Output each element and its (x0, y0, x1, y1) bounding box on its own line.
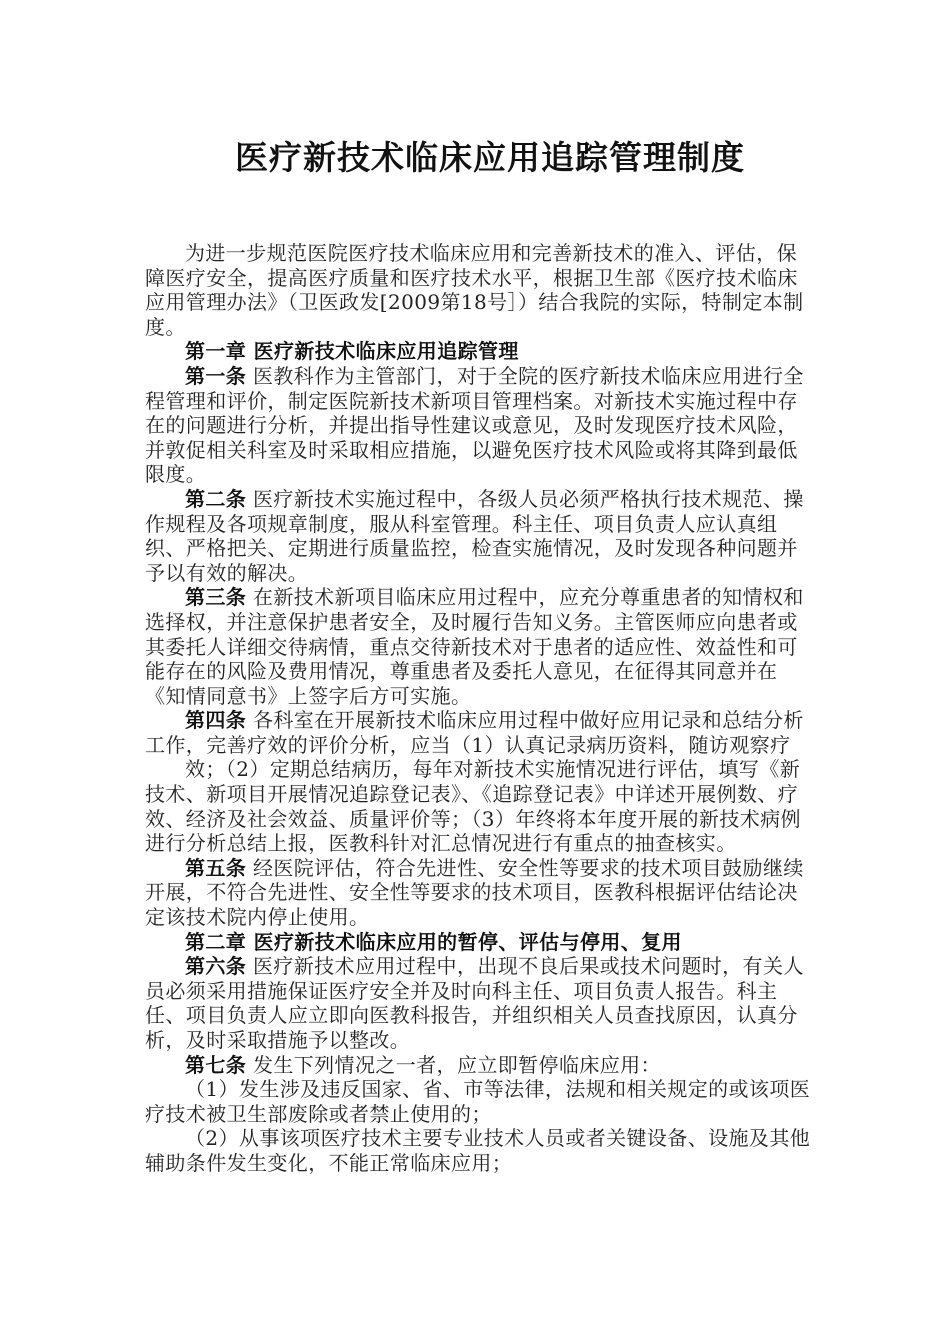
article-4-text: 各科室在开展新技术临床应用过程中做好应用记录和总结分析工作，完善疗效的评价分析，应当（1）认真记录病历资料，随访观察疗 (145, 708, 804, 757)
article-4-label: 第四条 (185, 708, 247, 733)
document-body (145, 241, 815, 1176)
article-6-label: 第六条 (185, 954, 247, 979)
article-3 (145, 585, 815, 708)
article-7 (145, 1053, 815, 1078)
intro-paragraph: 为进一步规范医院医疗技术临床应用和完善新技术的准入、评估，保障医疗安全，提高医疗质量和医疗技术水平，根据卫生部《医疗技术临床应用管理办法》（卫医政发[2009第18号］）结合我院的实际，特制定本制度。 (145, 241, 804, 339)
document-page (145, 120, 815, 1176)
article-3-label: 第三条 (185, 585, 247, 610)
article-4 (145, 708, 815, 757)
article-5-text: 经医院评估，符合先进性、安全性等要求的技术项目鼓励继续开展，不符合先进性、安全性等要求的技术项目，医教科根据评估结论决定该技术院内停止使用。 (145, 855, 804, 930)
article-3-text: 在新技术新项目临床应用过程中，应充分尊重患者的知情权和选择权，并注意保护患者安全，及时履行告知义务。主管医师应向患者或其委托人详细交待病情，重点交待新技术对于患者的适应性、效益性和可能存在的风险及费用情况，尊重患者及委托人意见，在征得其同意并在《知情同意书》上签字后方可实施。 (145, 585, 804, 708)
article-1-label: 第一条 (185, 363, 247, 388)
article-7-text: 发生下列情况之一者，应立即暂停临床应用： (246, 1052, 661, 1077)
article-4-continuation: 效；（2）定期总结病历，每年对新技术实施情况进行评估，填写《新技术、新项目开展情况追踪登记表》、《追踪登记表》中详述开展例数、疗效、经济及社会效益、质量评价等；（3）年终将本年度开展的新技术病例进行分析总结上报，医教科针对汇总情况进行有重点的抽查核实。 (145, 757, 801, 856)
article-1 (145, 364, 815, 487)
chapter-1-heading: 第一章 医疗新技术临床应用追踪管理 (185, 339, 519, 364)
document-title: 医疗新技术临床应用追踪管理制度 (235, 138, 745, 177)
article-7-item-1: （1）发生涉及违反国家、省、市等法律，法规和相关规定的或该项医疗技术被卫生部废除或者禁止使用的； (145, 1077, 811, 1126)
article-2-text: 医疗新技术实施过程中，各级人员必须严格执行技术规范、操作规程及各项规章制度，服从科室管理。科主任、项目负责人应认真组织、严格把关、定期进行质量监控，检查实施情况，及时发现各种问题并予以有效的解决。 (145, 486, 804, 585)
article-1-text: 医教科作为主管部门，对于全院的医疗新技术临床应用进行全程管理和评价，制定医院新技术新项目管理档案。对新技术实施过程中存在的问题进行分析，并提出指导性建议或意见，及时发现医疗技术风险，并敦促相关科室及时采取相应措施，以避免医疗技术风险或将其降到最低限度。 (145, 363, 804, 487)
chapter-2-heading: 第二章 医疗新技术临床应用的暂停、评估与停用、复用 (185, 929, 682, 954)
article-5 (145, 856, 815, 930)
article-6-text: 医疗新技术应用过程中，出现不良后果或技术问题时，有关人员必须采用措施保证医疗安全并及时向科主任、项目负责人报告。科主任、项目负责人应立即向医教科报告，并组织相关人员查找原因，认真分析，及时采取措施予以整改。 (145, 954, 804, 1052)
article-7-item-2: （2）从事该项医疗技术主要专业技术人员或者关键设备、设施及其他辅助条件发生变化，不能正常临床应用； (145, 1126, 811, 1175)
article-5-label: 第五条 (185, 855, 247, 880)
article-2-label: 第二条 (185, 486, 247, 511)
article-2 (145, 487, 815, 585)
article-6 (145, 954, 815, 1052)
article-7-label: 第七条 (185, 1052, 247, 1077)
